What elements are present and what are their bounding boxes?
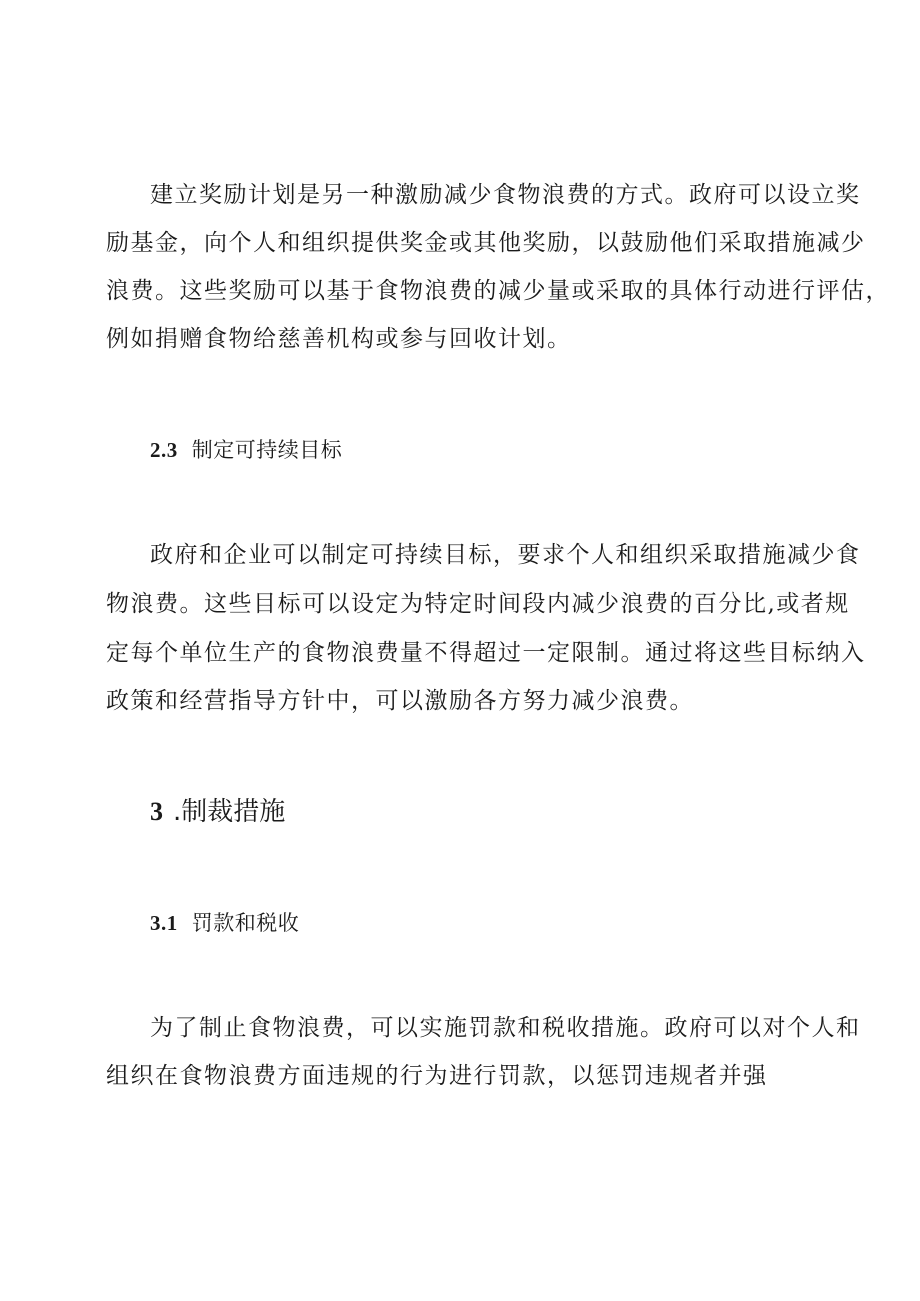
section-heading-3-1 [150,909,299,937]
section-heading-3 [150,795,285,829]
paragraph-line: 为了制止食物浪费，可以实施罚款和税收措施。政府可以对个人和 [150,1015,861,1041]
paragraph-line: 物浪费。这些目标可以设定为特定时间段内减少浪费的百分比,或者规 [106,591,850,617]
section-title: 罚款和税收 [191,911,300,935]
section-number: 2.3 [150,438,178,462]
section-number: 3.1 [150,911,178,935]
section-title: .制裁措施 [173,797,286,827]
paragraph-line: 定每个单位生产的食物浪费量不得超过一定限制。通过将这些目标纳入 [106,640,866,666]
paragraph-line: 建立奖励计划是另一种激励减少食物浪费的方式。政府可以设立奖 [150,182,861,208]
paragraph-line: 政策和经营指导方针中，可以激励各方努力减少浪费。 [106,688,694,714]
paragraph-line: 政府和企业可以制定可持续目标，要求个人和组织采取措施减少食 [150,542,861,568]
paragraph-line: 浪费。这些奖励可以基于食物浪费的减少量或采取的具体行动进行评估， [106,278,890,304]
paragraph-line: 励基金，向个人和组织提供奖金或其他奖励，以鼓励他们采取措施减少 [106,230,866,256]
section-heading-2-3 [150,436,342,464]
paragraph-line: 组织在食物浪费方面违规的行为进行罚款，以惩罚违规者并强 [106,1063,768,1089]
section-number: 3 [150,797,163,826]
paragraph-line: 例如捐赠食物给慈善机构或参与回收计划。 [106,326,572,352]
section-title: 制定可持续目标 [191,438,343,462]
